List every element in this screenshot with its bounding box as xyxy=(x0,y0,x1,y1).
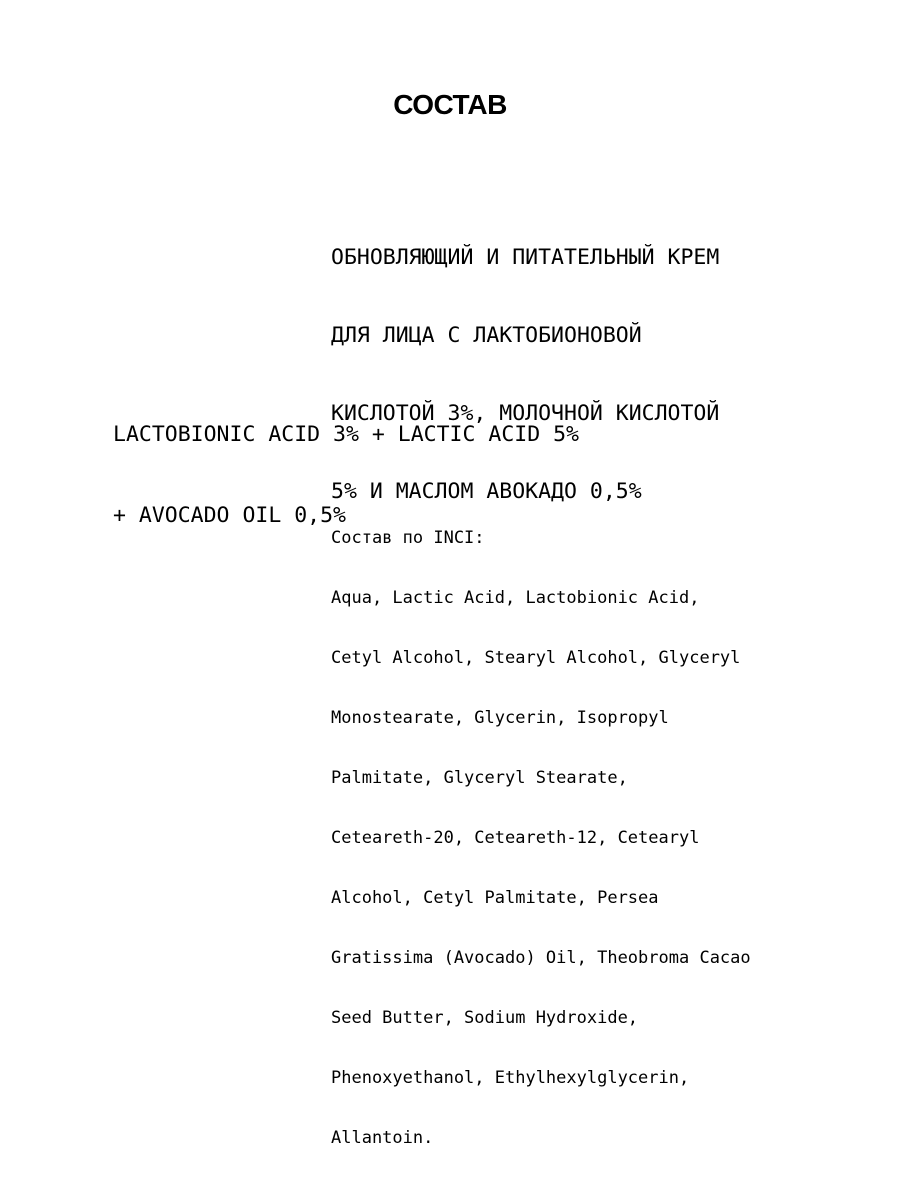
inci-line: Alcohol, Cetyl Palmitate, Persea xyxy=(331,888,659,908)
inci-line: Palmitate, Glyceryl Stearate, xyxy=(331,768,628,788)
product-name-line: ДЛЯ ЛИЦА С ЛАКТОБИОНОВОЙ xyxy=(331,323,642,348)
inci-line: Aqua, Lactic Acid, Lactobionic Acid, xyxy=(331,588,700,608)
inci-line: Seed Butter, Sodium Hydroxide, xyxy=(331,1008,639,1028)
page-title: СОСТАВ xyxy=(393,89,507,120)
product-name-line: ОБНОВЛЯЮЩИЙ И ПИТАТЕЛЬНЫЙ КРЕМ xyxy=(331,245,720,270)
inci-block xyxy=(331,488,871,1168)
inci-line: Ceteareth-20, Ceteareth-12, Cetearyl xyxy=(331,828,700,848)
active-ingredients-line: + AVOCADO OIL 0,5% xyxy=(113,503,346,528)
inci-heading: Состав по INCI: xyxy=(331,528,485,548)
product-name-line: 5% И МАСЛОМ АВОКАДО 0,5% xyxy=(331,479,642,504)
inci-line: Phenoxyethanol, Ethylhexylglycerin, xyxy=(331,1068,690,1088)
inci-line: Monostearate, Glycerin, Isopropyl xyxy=(331,708,669,728)
inci-line: Allantoin. xyxy=(331,1128,434,1148)
inci-line: Gratissima (Avocado) Oil, Theobroma Cacao xyxy=(331,948,751,968)
inci-line: Cetyl Alcohol, Stearyl Alcohol, Glyceryl xyxy=(331,648,741,668)
active-ingredients-line: LACTOBIONIC ACID 3% + LACTIC ACID 5% xyxy=(113,422,579,447)
product-name-line: КИСЛОТОЙ 3%, МОЛОЧНОЙ КИСЛОТОЙ xyxy=(331,401,720,426)
